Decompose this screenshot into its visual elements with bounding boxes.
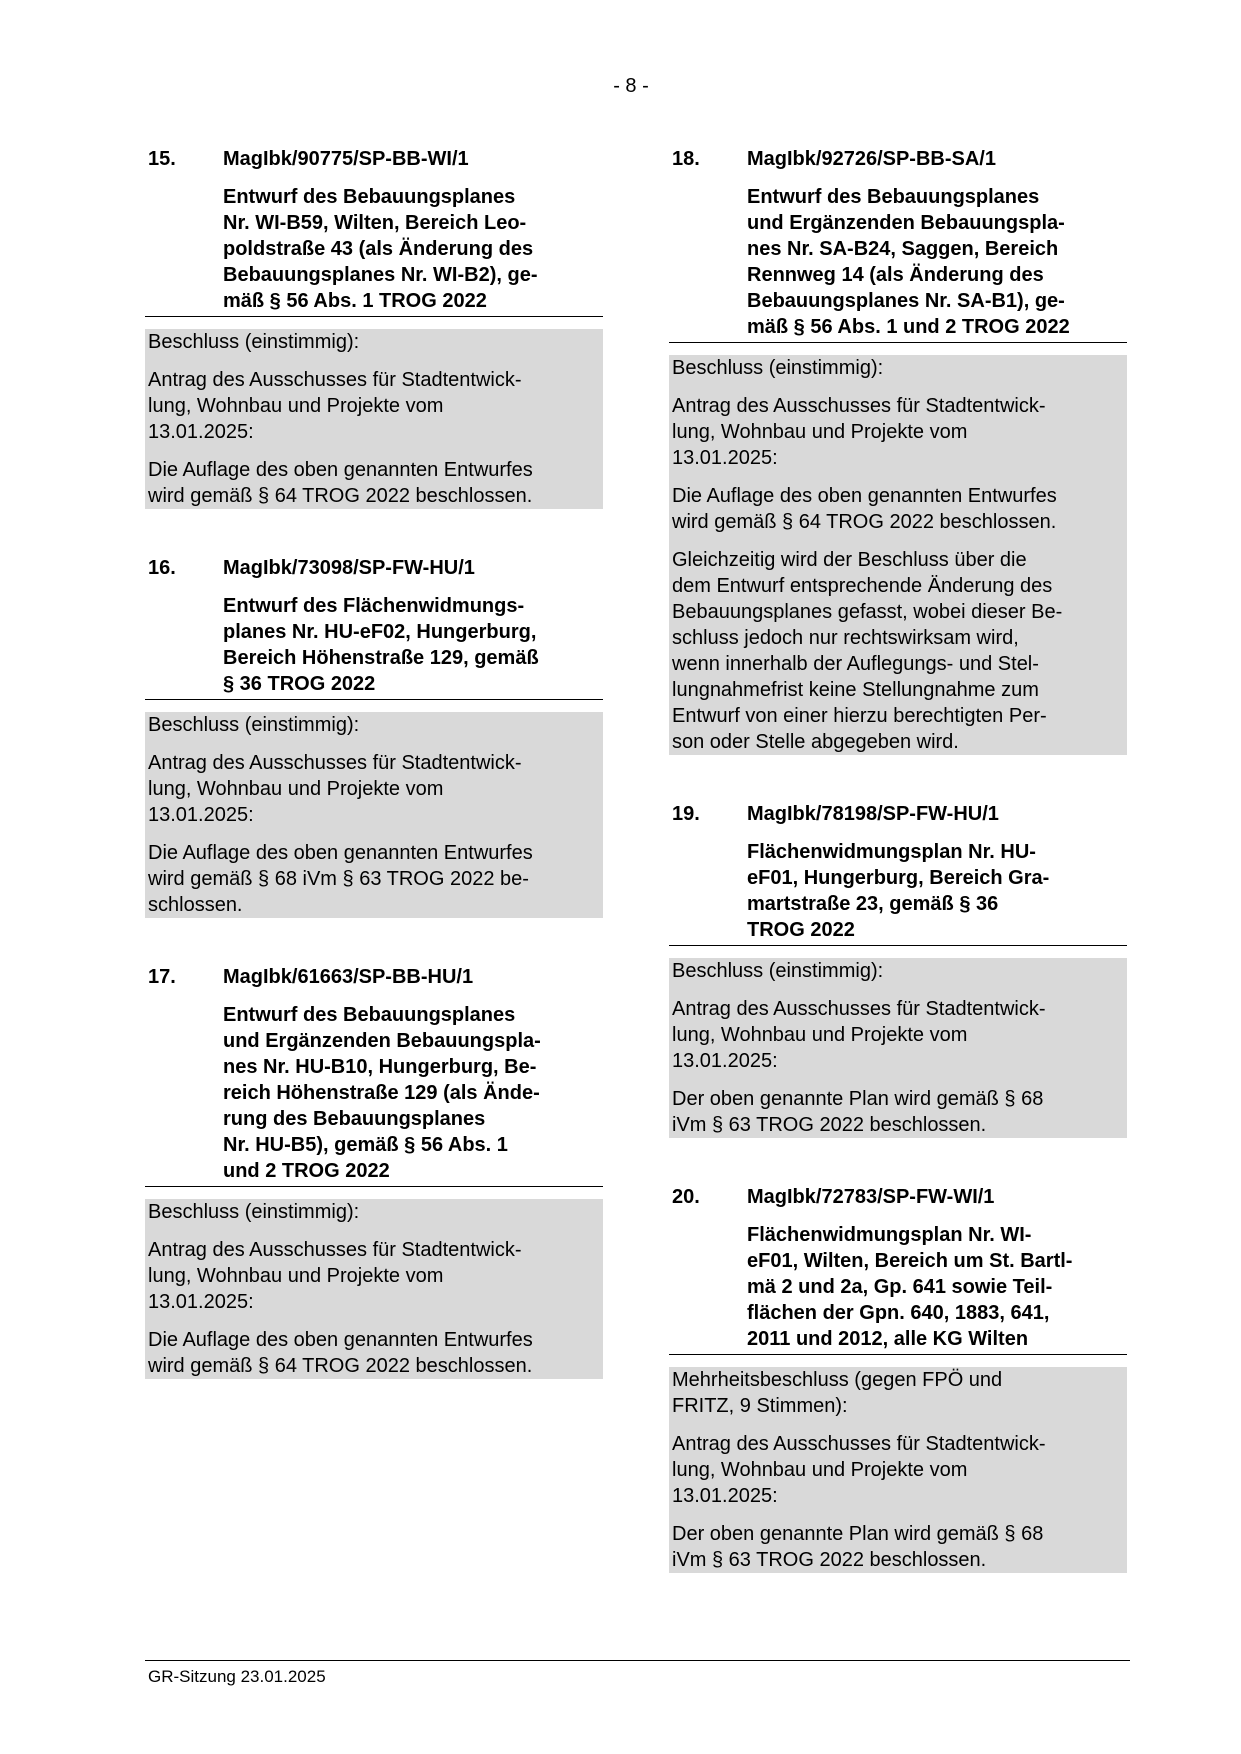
page-number: - 8 -: [613, 75, 649, 97]
agenda-item-code: MagIbk/73098/SP-FW-HU/1: [223, 557, 475, 579]
agenda-item: [669, 146, 1127, 755]
decision-paragraph: Der oben genannte Plan wird gemäß § 68 iVm § 63 TROG 2022 beschlossen.: [672, 1088, 1044, 1136]
agenda-item-title: Entwurf des Bebauungsplanes und Ergänzenden Bebauungspla- nes Nr. HU-B10, Hungerburg, Be- reich Höhenstraße 129 (als Ände- rung des Bebauungsplanes Nr. HU-B5), gemäß § 56 Abs. 1 und 2 TROG 2022: [145, 1002, 603, 1187]
agenda-item-header: [145, 146, 603, 172]
decision-paragraph: Antrag des Ausschusses für Stadtentwick- lung, Wohnbau und Projekte vom 13.01.2025:: [148, 752, 522, 826]
right-column: [669, 146, 1127, 1619]
decision-type: Beschluss (einstimmig):: [672, 960, 884, 982]
agenda-item-header: [669, 1184, 1127, 1210]
decision-type: Beschluss (einstimmig):: [148, 1201, 360, 1223]
agenda-item-title: Entwurf des Flächenwidmungs- planes Nr. HU-eF02, Hungerburg, Bereich Höhenstraße 129, gemäß § 36 TROG 2022: [145, 593, 603, 700]
decision-paragraph: Antrag des Ausschusses für Stadtentwick- lung, Wohnbau und Projekte vom 13.01.2025:: [148, 369, 522, 443]
decision-paragraph: Antrag des Ausschusses für Stadtentwick- lung, Wohnbau und Projekte vom 13.01.2025:: [672, 395, 1046, 469]
agenda-item: [145, 964, 603, 1379]
decision-paragraph: Die Auflage des oben genannten Entwurfes wird gemäß § 64 TROG 2022 beschlossen.: [148, 459, 533, 507]
agenda-item: [145, 146, 603, 509]
decision-paragraph: Die Auflage des oben genannten Entwurfes wird gemäß § 64 TROG 2022 beschlossen.: [148, 1329, 533, 1377]
decision-paragraph: Antrag des Ausschusses für Stadtentwick- lung, Wohnbau und Projekte vom 13.01.2025:: [672, 998, 1046, 1072]
agenda-item-header: [145, 964, 603, 990]
decision-type: Beschluss (einstimmig):: [148, 714, 360, 736]
agenda-item-code: MagIbk/92726/SP-BB-SA/1: [747, 148, 996, 170]
decision-paragraph: Antrag des Ausschusses für Stadtentwick- lung, Wohnbau und Projekte vom 13.01.2025:: [148, 1239, 522, 1313]
agenda-item-title: Flächenwidmungsplan Nr. WI- eF01, Wilten, Bereich um St. Bartl- mä 2 und 2a, Gp. 641 sowie Teil- flächen der Gpn. 640, 1883, 641, 2011 und 2012, alle KG Wilten: [669, 1222, 1127, 1355]
decision-box: [669, 1367, 1127, 1573]
decision-box: [145, 329, 603, 509]
agenda-item-code: MagIbk/61663/SP-BB-HU/1: [223, 966, 474, 988]
agenda-item: [145, 555, 603, 918]
left-column: [145, 146, 603, 1425]
agenda-item-code: MagIbk/72783/SP-FW-WI/1: [747, 1186, 995, 1208]
footer-text: GR-Sitzung 23.01.2025: [148, 1667, 326, 1686]
agenda-item-title: Entwurf des Bebauungsplanes Nr. WI-B59, Wilten, Bereich Leo- poldstraße 43 (als Änderung des Bebauungsplanes Nr. WI-B2), ge- mäß § 56 Abs. 1 TROG 2022: [145, 184, 603, 317]
decision-paragraph: Die Auflage des oben genannten Entwurfes wird gemäß § 64 TROG 2022 beschlossen.: [672, 485, 1057, 533]
agenda-item-number: 17.: [148, 966, 176, 988]
agenda-item-header: [145, 555, 603, 581]
agenda-item-code: MagIbk/90775/SP-BB-WI/1: [223, 148, 469, 170]
decision-type: Beschluss (einstimmig):: [672, 357, 884, 379]
decision-type: Beschluss (einstimmig):: [148, 331, 360, 353]
decision-box: [669, 958, 1127, 1138]
agenda-item-number: 20.: [672, 1186, 700, 1208]
footer: [145, 1660, 1130, 1687]
decision-paragraph: Gleichzeitig wird der Beschluss über die dem Entwurf entsprechende Änderung des Bebauungsplanes gefasst, wobei dieser Be- schluss jedoch nur rechtswirksam wird, wenn innerhalb der Auflegungs- und Stel- lungnahmefrist keine Stellungnahme zum Entwurf von einer hierzu berechtigten Per- son oder Stelle abgegeben wird.: [672, 549, 1063, 753]
agenda-item: [669, 1184, 1127, 1573]
agenda-item-title: Flächenwidmungsplan Nr. HU- eF01, Hungerburg, Bereich Gra- martstraße 23, gemäß § 36 TROG 2022: [669, 839, 1127, 946]
decision-box: [145, 712, 603, 918]
decision-paragraph: Die Auflage des oben genannten Entwurfes wird gemäß § 68 iVm § 63 TROG 2022 be- schlossen.: [148, 842, 533, 916]
decision-type: Mehrheitsbeschluss (gegen FPÖ und FRITZ, 9 Stimmen):: [672, 1369, 1003, 1417]
agenda-item: [669, 801, 1127, 1138]
agenda-item-title: Entwurf des Bebauungsplanes und Ergänzenden Bebauungspla- nes Nr. SA-B24, Saggen, Bereich Rennweg 14 (als Änderung des Bebauungsplanes Nr. SA-B1), ge- mäß § 56 Abs. 1 und 2 TROG 2022: [669, 184, 1127, 343]
agenda-item-number: 16.: [148, 557, 176, 579]
agenda-item-number: 15.: [148, 148, 176, 170]
agenda-item-header: [669, 801, 1127, 827]
decision-box: [145, 1199, 603, 1379]
agenda-item-number: 18.: [672, 148, 700, 170]
decision-box: [669, 355, 1127, 755]
agenda-item-code: MagIbk/78198/SP-FW-HU/1: [747, 803, 999, 825]
agenda-item-number: 19.: [672, 803, 700, 825]
agenda-item-header: [669, 146, 1127, 172]
decision-paragraph: Antrag des Ausschusses für Stadtentwick- lung, Wohnbau und Projekte vom 13.01.2025:: [672, 1433, 1046, 1507]
decision-paragraph: Der oben genannte Plan wird gemäß § 68 iVm § 63 TROG 2022 beschlossen.: [672, 1523, 1044, 1571]
